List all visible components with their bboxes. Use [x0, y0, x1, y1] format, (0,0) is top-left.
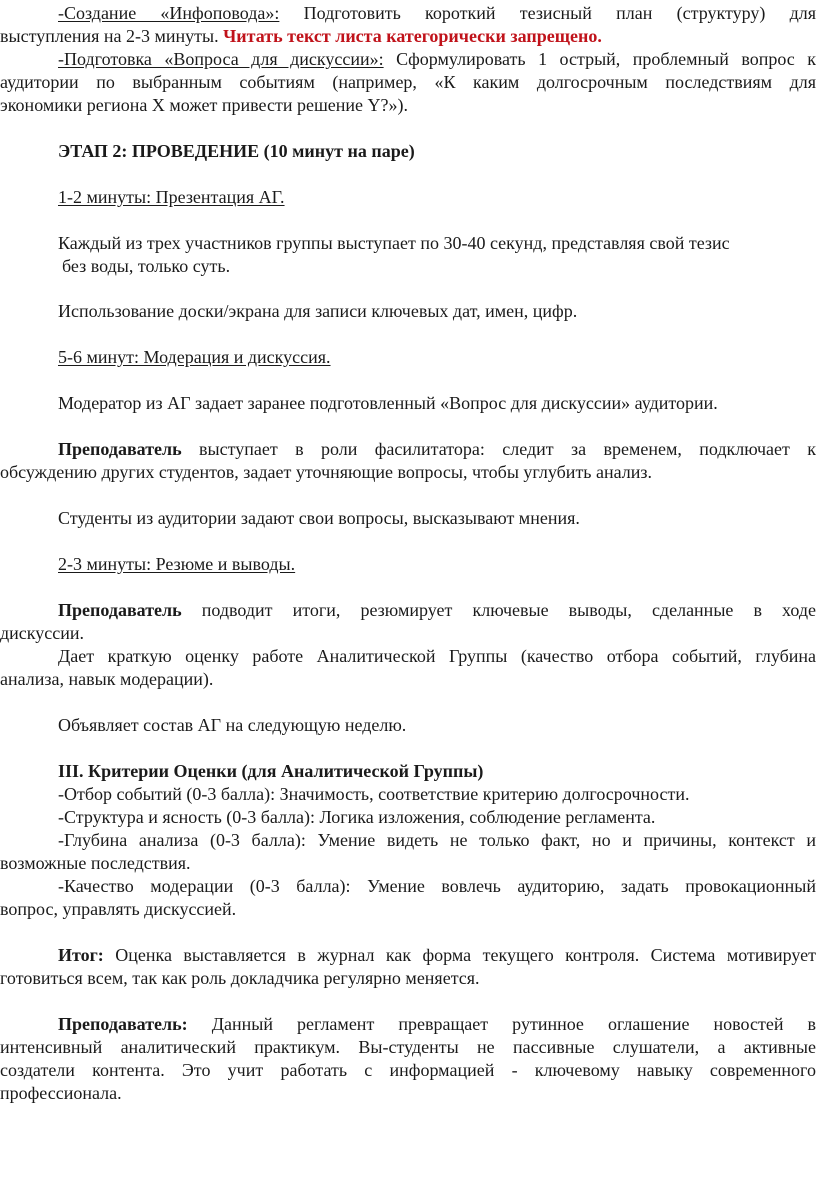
p1-label: -Создание «Инфоповода»:	[58, 3, 280, 23]
total-rest: Оценка выставляется в журнал как форма текущего контроля. Система мотивирует	[115, 945, 816, 965]
criteria-item-4-line1: -Качество модерации (0-3 балла): Умение вовлечь аудиторию, задать провокационный	[58, 876, 816, 896]
stage2-heading: ЭТАП 2: ПРОВЕДЕНИЕ (10 минут на паре)	[58, 141, 415, 161]
teacher-line2: интенсивный аналитический практикум. Вы-студенты не пассивные слушатели, а активные	[0, 1037, 816, 1057]
p3-line1: Каждый из трех участников группы выступает по 30-40 секунд, представляя свой тезис	[58, 233, 730, 253]
p1-line1	[58, 2, 816, 25]
p5-text: Модератор из АГ задает заранее подготовленный «Вопрос для дискуссии» аудитории.	[58, 393, 718, 413]
p2-line1	[58, 48, 816, 71]
p10-text: Объявляет состав АГ на следующую неделю.	[58, 715, 407, 735]
p1-rest: Подготовить короткий тезисный план (структуру) для	[303, 3, 816, 23]
criteria-item-3-line1: -Глубина анализа (0-3 балла): Умение видеть не только факт, но и причины, контекст и	[58, 830, 816, 850]
p1-line2	[0, 25, 816, 48]
teacher-line4: профессионала.	[0, 1083, 122, 1103]
total-line1	[58, 944, 816, 967]
p8-bold: Преподаватель	[58, 600, 182, 620]
total-line2: готовиться всем, так как роль докладчика регулярно меняется.	[0, 968, 480, 988]
teacher-rest: Данный регламент превращает рутинное оглашение новостей в	[211, 1014, 816, 1034]
section-moderation-title: 5-6 минут: Модерация и дискуссия.	[58, 347, 331, 367]
p2-line2: аудитории по выбранным событиям (например, «К каким долгосрочным последствиям для	[0, 72, 816, 92]
section-presentation	[58, 186, 816, 209]
p3-line2: без воды, только суть.	[62, 256, 231, 276]
p7-text: Студенты из аудитории задают свои вопросы, высказывают мнения.	[58, 508, 580, 528]
section-moderation	[58, 346, 816, 369]
section-presentation-title: 1-2 минуты: Презентация АГ.	[58, 187, 285, 207]
criteria-item-1: -Отбор событий (0-3 балла): Значимость, соответствие критерию долгосрочности.	[58, 784, 690, 804]
teacher-line1	[58, 1013, 816, 1036]
p9-line2: анализа, навык модерации).	[0, 669, 214, 689]
p1-line2-text: выступления на 2-3 минуты.	[0, 26, 219, 46]
warning-text: Читать текст листа категорически запрещено.	[223, 26, 602, 46]
p8-line1	[58, 599, 816, 622]
p8-rest: подводит итоги, резюмирует ключевые выводы, сделанные в ходе	[201, 600, 816, 620]
total-bold: Итог:	[58, 945, 104, 965]
p2-rest: Сформулировать 1 острый, проблемный вопрос к	[396, 49, 816, 69]
p6-line2: обсуждению других студентов, задает уточняющие вопросы, чтобы углубить анализ.	[0, 462, 653, 482]
criteria-item-2: -Структура и ясность (0-3 балла): Логика изложения, соблюдение регламента.	[58, 807, 656, 827]
p6-line1	[58, 438, 816, 461]
p4-text: Использование доски/экрана для записи ключевых дат, имен, цифр.	[58, 301, 578, 321]
section-summary	[58, 553, 816, 576]
p6-bold: Преподаватель	[58, 439, 182, 459]
criteria-heading: III. Критерии Оценки (для Аналитической Группы)	[58, 761, 484, 781]
p8-line2: дискуссии.	[0, 623, 85, 643]
teacher-line3: создатели контента. Это учит работать с информацией - ключевому навыку современного	[0, 1060, 816, 1080]
section-summary-title: 2-3 минуты: Резюме и выводы.	[58, 554, 296, 574]
p9-line1: Дает краткую оценку работе Аналитической Группы (качество отбора событий, глубина	[58, 646, 816, 666]
criteria-item-3-line2: возможные последствия.	[0, 853, 191, 873]
teacher-bold: Преподаватель:	[58, 1014, 188, 1034]
criteria-item-4-line2: вопрос, управлять дискуссией.	[0, 899, 237, 919]
p6-rest: выступает в роли фасилитатора: следит за временем, подключает к	[199, 439, 816, 459]
p2-line3: экономики региона X может привести решение Y?»).	[0, 95, 409, 115]
p2-label: -Подготовка «Вопроса для дискуссии»:	[58, 49, 384, 69]
